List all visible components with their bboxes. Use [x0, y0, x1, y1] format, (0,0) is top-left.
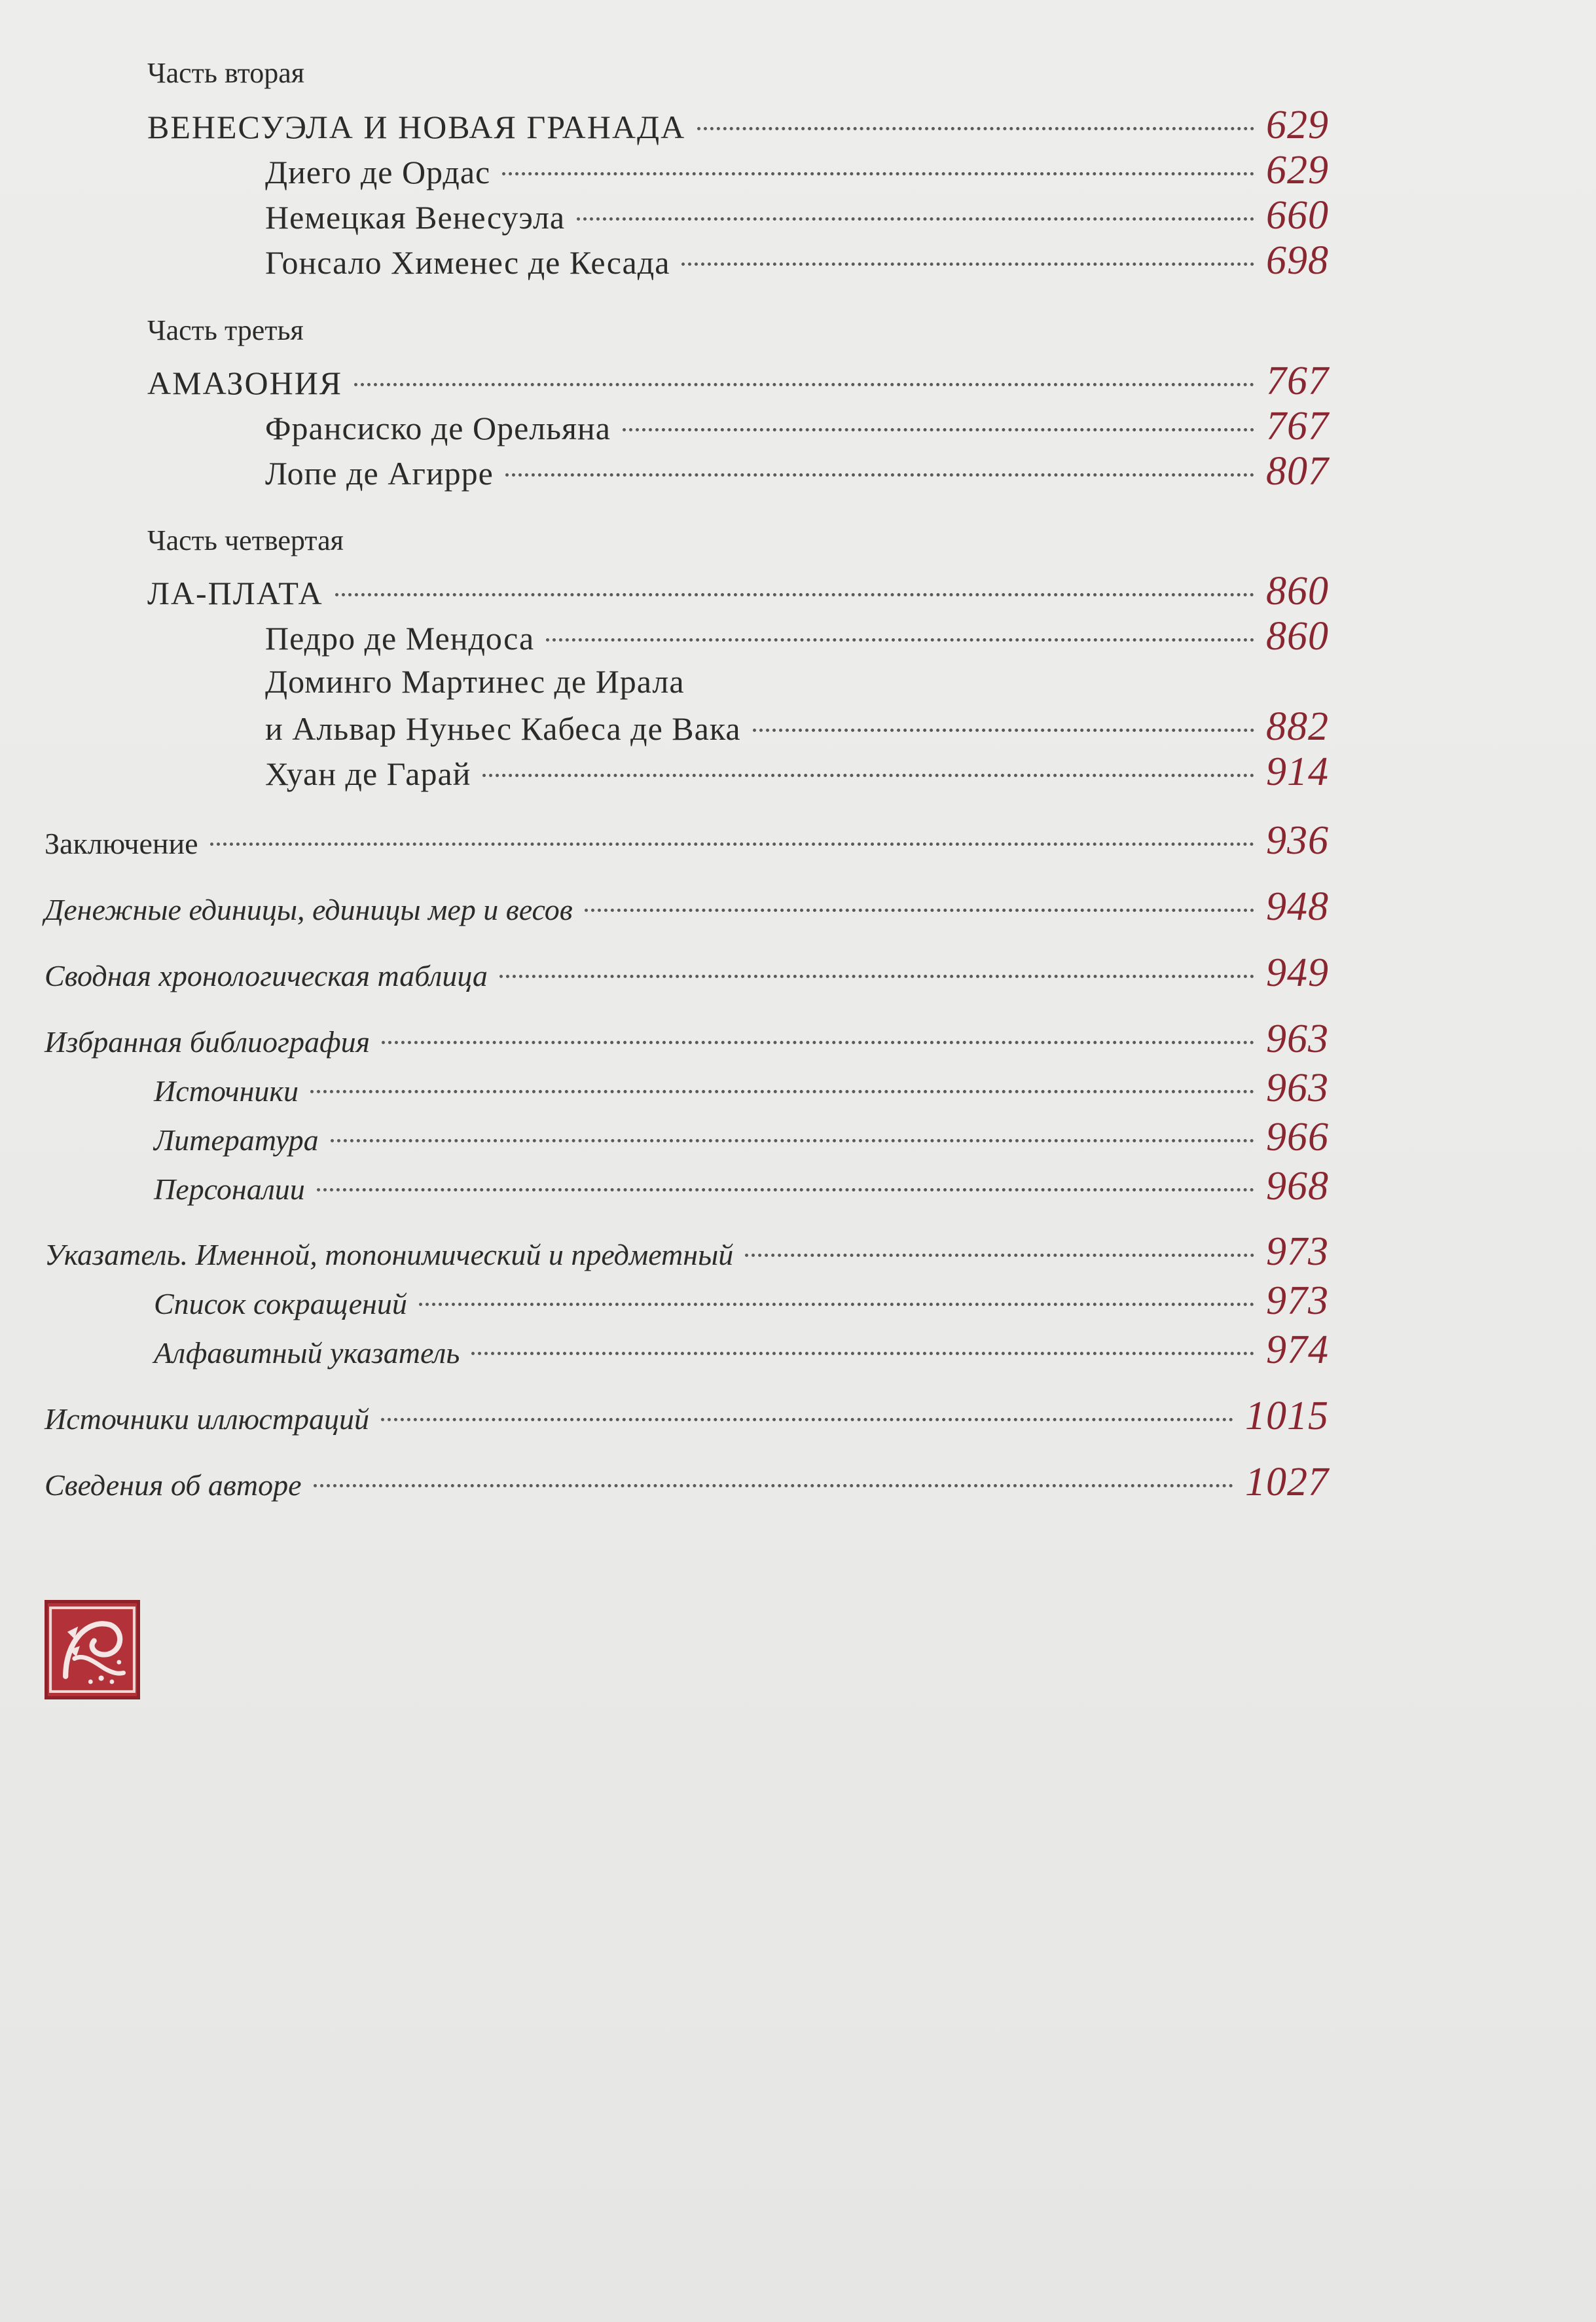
toc-entry-chapter[interactable] [265, 611, 1329, 661]
toc-entry-part-title[interactable] [147, 566, 1329, 616]
toc-entry-subsection[interactable] [154, 1161, 1329, 1211]
toc-entry-section[interactable] [45, 1227, 1329, 1277]
page-number: 629 [1266, 148, 1329, 192]
toc-entry-section[interactable] [45, 948, 1329, 998]
page-number: 966 [1266, 1115, 1329, 1159]
page-number: 807 [1266, 449, 1329, 494]
page-number: 974 [1266, 1328, 1329, 1372]
toc-entry-chapter[interactable] [265, 190, 1329, 240]
entry-title: Заключение [45, 827, 198, 860]
part-label: Часть вторая [147, 57, 305, 89]
dot-leader [317, 1188, 1254, 1191]
toc-entry-chapter[interactable] [265, 145, 1329, 195]
page-number: 860 [1266, 614, 1329, 659]
toc-entry-section[interactable] [45, 882, 1329, 932]
dot-leader [502, 172, 1254, 175]
dot-leader [623, 428, 1254, 431]
dot-leader [354, 383, 1254, 386]
toc-entry-subsection[interactable] [154, 1063, 1329, 1113]
dot-leader [210, 843, 1254, 846]
dot-leader [697, 127, 1254, 130]
page-number: 968 [1266, 1164, 1329, 1208]
dot-leader [585, 909, 1254, 912]
publisher-emblem-graphic [48, 1603, 137, 1696]
entry-title: Педро де Мендоса [265, 620, 535, 657]
dot-leader [753, 729, 1254, 732]
toc-entry-chapter[interactable] [265, 702, 1329, 752]
entry-title: ВЕНЕСУЭЛА И НОВАЯ ГРАНАДА [147, 109, 686, 145]
dot-leader [310, 1090, 1254, 1093]
entry-title: Гонсало Хименес де Кесада [265, 244, 670, 281]
dot-leader [419, 1303, 1254, 1306]
entry-title: АМАЗОНИЯ [147, 365, 343, 401]
entry-title: Денежные единицы, единицы мер и весов [45, 893, 573, 926]
entry-title: Литература [154, 1123, 319, 1157]
dot-leader [546, 638, 1254, 642]
page-number: 949 [1266, 951, 1329, 995]
entry-title: Указатель. Именной, топонимический и предметный [45, 1238, 734, 1271]
entry-title: ЛА-ПЛАТА [147, 575, 323, 611]
toc-entry-chapter[interactable] [265, 446, 1329, 496]
toc-entry-section[interactable] [45, 1014, 1329, 1064]
entry-title: Диего де Ордас [265, 154, 491, 190]
entry-title: Избранная библиография [45, 1025, 370, 1059]
page-number: 860 [1266, 569, 1329, 613]
entry-title: Источники иллюстраций [45, 1402, 370, 1436]
entry-title: Немецкая Венесуэла [265, 199, 566, 236]
entry-title: Сведения об авторе [45, 1468, 302, 1502]
toc-entry-part-title[interactable] [147, 356, 1329, 406]
page-number: 948 [1266, 884, 1329, 929]
page-number: 1015 [1245, 1394, 1329, 1438]
dot-leader [331, 1139, 1254, 1142]
dot-leader [577, 217, 1254, 221]
dot-leader [381, 1418, 1233, 1421]
toc-entry-section[interactable] [45, 1391, 1329, 1441]
page-number: 660 [1266, 193, 1329, 238]
part-label: Часть четвертая [147, 524, 344, 556]
entry-title: Источники [154, 1074, 299, 1108]
page-number: 767 [1266, 404, 1329, 448]
toc-entry-section[interactable] [45, 816, 1329, 865]
dot-leader [499, 975, 1254, 978]
page-number: 973 [1266, 1229, 1329, 1274]
page-number: 963 [1266, 1017, 1329, 1061]
page-number: 973 [1266, 1279, 1329, 1323]
dot-leader [505, 473, 1254, 477]
entry-title: Лопе де Агирре [265, 455, 494, 492]
dot-leader [471, 1352, 1254, 1355]
entry-title: Алфавитный указатель [154, 1336, 460, 1370]
toc-entry-section[interactable] [45, 1457, 1329, 1507]
toc-entry-chapter[interactable] [265, 401, 1329, 451]
toc-entry-subsection[interactable] [154, 1325, 1329, 1375]
page-number: 629 [1266, 103, 1329, 147]
dot-leader [745, 1254, 1254, 1257]
page-number: 767 [1266, 359, 1329, 403]
toc-entry-subsection[interactable] [154, 1276, 1329, 1326]
entry-title: и Альвар Нуньес Кабеса де Вака [265, 710, 741, 747]
page-number: 1027 [1245, 1460, 1329, 1504]
page-number: 698 [1266, 238, 1329, 283]
page-number: 914 [1266, 750, 1329, 794]
entry-title: Список сокращений [154, 1287, 407, 1320]
page-number: 882 [1266, 704, 1329, 749]
page-number: 963 [1266, 1066, 1329, 1110]
entry-title: Хуан де Гарай [265, 755, 471, 792]
dot-leader [314, 1484, 1233, 1487]
dot-leader [681, 263, 1254, 266]
toc-entry-chapter[interactable] [265, 236, 1329, 285]
entry-title: Сводная хронологическая таблица [45, 959, 488, 992]
dot-leader [482, 774, 1254, 777]
dot-leader [335, 593, 1254, 596]
toc-entry-part-title[interactable] [147, 100, 1329, 150]
entry-title: Франсиско де Орельяна [265, 410, 611, 446]
dot-leader [382, 1041, 1254, 1044]
part-label: Часть третья [147, 314, 304, 346]
toc-entry-chapter[interactable] [265, 747, 1329, 797]
entry-title: Персоналии [154, 1172, 305, 1206]
toc-entry-subsection[interactable] [154, 1112, 1329, 1162]
publisher-emblem-icon [45, 1600, 140, 1699]
toc-entry-chapter-line1[interactable]: Доминго Мартинес де Ирала [265, 663, 685, 700]
page-number: 936 [1266, 818, 1329, 863]
